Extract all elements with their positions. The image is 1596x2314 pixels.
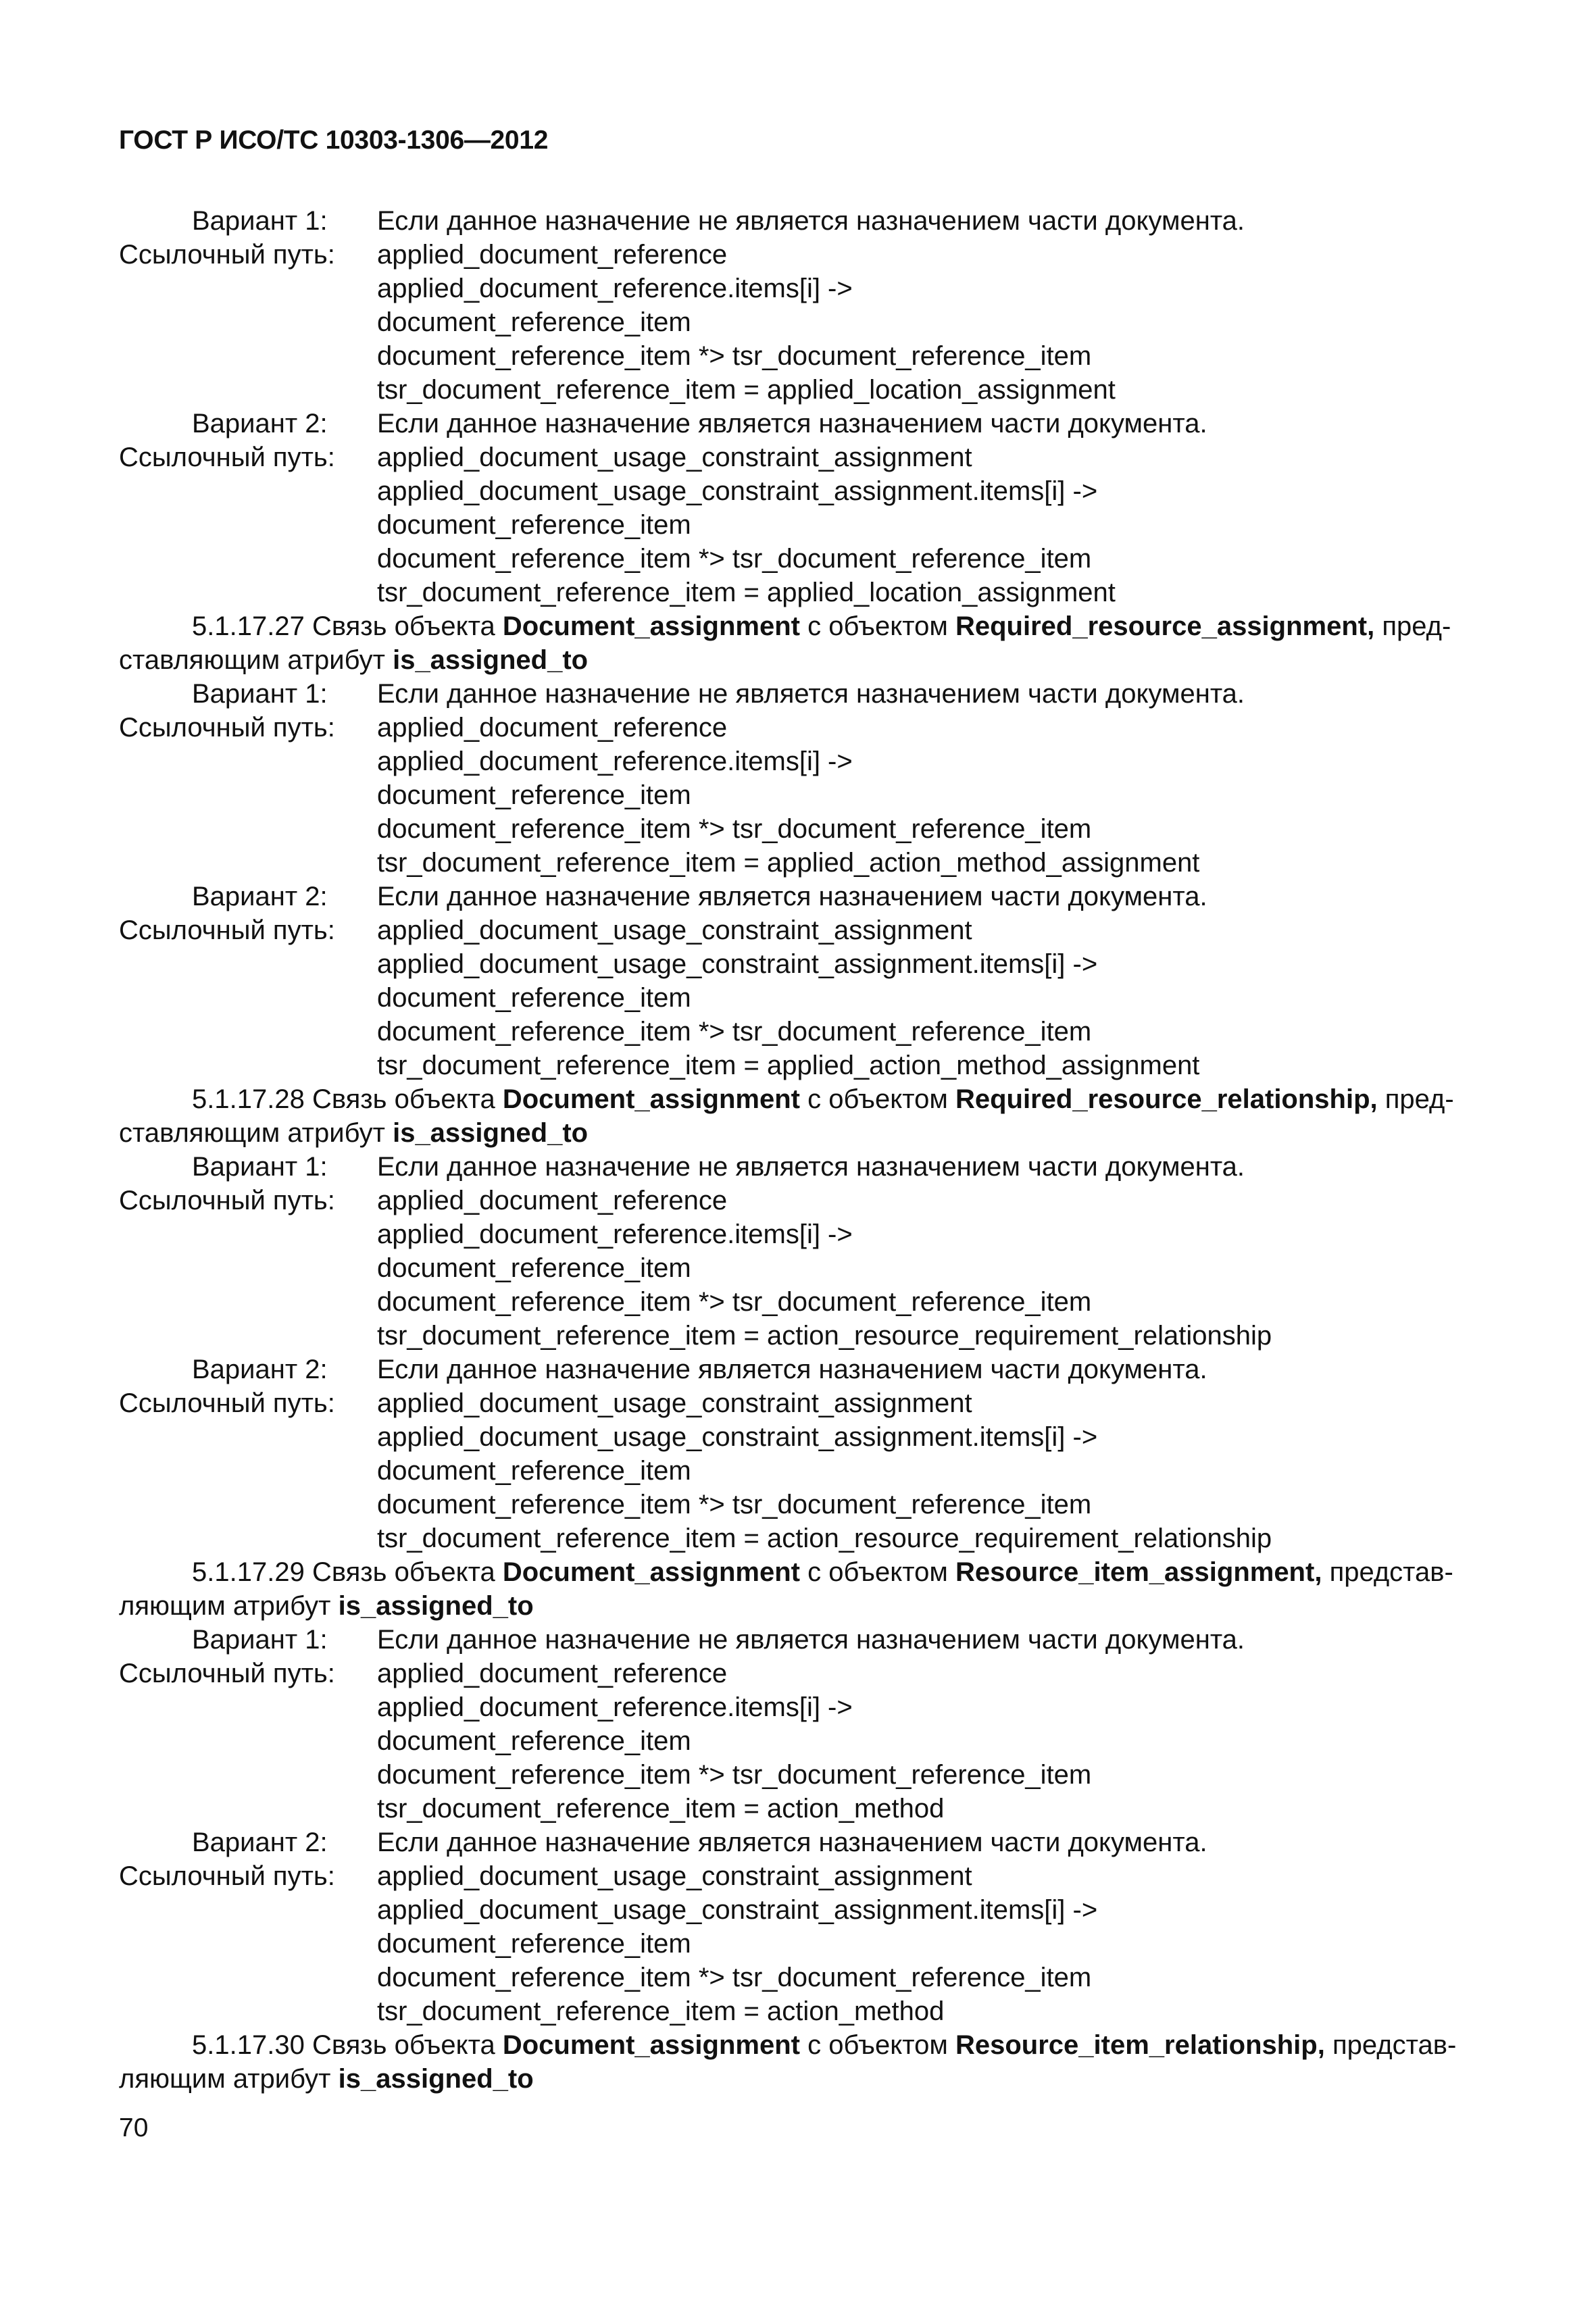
row-value: applied_document_reference: [377, 713, 728, 743]
path-continuation-row: [119, 778, 1484, 812]
row-label-empty: [119, 272, 377, 305]
document-body: [119, 204, 1484, 2096]
section-text: с объектом: [807, 611, 948, 641]
reference-path-row: [119, 238, 1484, 272]
section-text: с объектом: [807, 1557, 948, 1587]
row-value: Если данное назначение не является назначением части документа.: [377, 206, 1245, 236]
section-number: 5.1.17.30: [192, 2030, 305, 2060]
row-value: tsr_document_reference_item = applied_action_method_assignment: [377, 848, 1200, 878]
document-header: ГОСТ Р ИСО/ТС 10303-1306—2012: [119, 126, 549, 155]
row-label: Ссылочный путь:: [119, 240, 335, 270]
row-value: Если данное назначение является назначением части документа.: [377, 1828, 1207, 1857]
section-text: с объектом: [807, 2030, 948, 2060]
row-value: document_reference_item: [377, 307, 691, 337]
row-value: document_reference_item *> tsr_document_reference_item: [377, 1490, 1092, 1519]
row-label-empty: [119, 508, 377, 542]
row-label-empty: [119, 1015, 377, 1049]
path-continuation-row: [119, 305, 1484, 339]
row-label-empty: [119, 1690, 377, 1724]
path-continuation-row: [119, 576, 1484, 609]
row-value: Если данное назначение является назначением части документа.: [377, 409, 1207, 438]
path-continuation-row: [119, 1217, 1484, 1251]
row-label-empty: [119, 1758, 377, 1792]
section-number: 5.1.17.29: [192, 1557, 305, 1587]
row-value: applied_document_usage_constraint_assignment: [377, 443, 972, 472]
reference-path-row: [119, 1657, 1484, 1690]
path-continuation-row: [119, 1488, 1484, 1521]
row-value: applied_document_usage_constraint_assignment.items[i] ->: [377, 1895, 1098, 1925]
path-continuation-row: [119, 474, 1484, 508]
row-value: tsr_document_reference_item = action_resource_requirement_relationship: [377, 1321, 1272, 1351]
row-value: applied_document_reference: [377, 1186, 728, 1215]
path-continuation-row: [119, 1893, 1484, 1927]
row-label-empty: [119, 576, 377, 609]
row-label-empty: [119, 1488, 377, 1521]
row-label-empty: [119, 1961, 377, 1994]
section-heading: [119, 2028, 1484, 2062]
row-label-empty: [119, 981, 377, 1015]
path-continuation-row: [119, 981, 1484, 1015]
path-continuation-row: [119, 1251, 1484, 1285]
row-value: applied_document_usage_constraint_assignment: [377, 1861, 972, 1891]
row-label-empty: [119, 1521, 377, 1555]
row-label-empty: [119, 1251, 377, 1285]
section-text: Связь объекта: [311, 611, 495, 641]
row-label: Вариант 2:: [192, 882, 328, 911]
row-value: document_reference_item *> tsr_document_reference_item: [377, 1017, 1092, 1047]
section-number: 5.1.17.28: [192, 1084, 305, 1114]
reference-path-row: [119, 1859, 1484, 1893]
entity-name: Document_assignment: [502, 1557, 800, 1587]
row-value: document_reference_item *> tsr_document_reference_item: [377, 544, 1092, 574]
row-value: Если данное назначение является назначением части документа.: [377, 1355, 1207, 1384]
row-value: tsr_document_reference_item = action_resource_requirement_relationship: [377, 1524, 1272, 1553]
row-value: applied_document_reference.items[i] ->: [377, 274, 853, 303]
row-label: Ссылочный путь:: [119, 1659, 335, 1688]
page-number: 70: [119, 2113, 149, 2142]
path-continuation-row: [119, 1285, 1484, 1319]
row-value: applied_document_reference.items[i] ->: [377, 1692, 853, 1722]
row-label-empty: [119, 305, 377, 339]
row-label-empty: [119, 1319, 377, 1353]
row-value: tsr_document_reference_item = action_method: [377, 1996, 945, 2026]
path-continuation-row: [119, 1015, 1484, 1049]
path-continuation-row: [119, 1724, 1484, 1758]
section-heading-continuation: [119, 643, 1484, 677]
row-value: applied_document_usage_constraint_assignment: [377, 915, 972, 945]
row-label-empty: [119, 947, 377, 981]
path-continuation-row: [119, 542, 1484, 576]
row-label: Ссылочный путь:: [119, 1861, 335, 1891]
row-label: Ссылочный путь:: [119, 1186, 335, 1215]
section-text: Связь объекта: [311, 1557, 495, 1587]
entity-name: Resource_item_relationship,: [955, 2030, 1325, 2060]
reference-path-row: [119, 1386, 1484, 1420]
row-label-empty: [119, 1049, 377, 1082]
row-value: Если данное назначение не является назначением части документа.: [377, 1625, 1245, 1655]
section-text: Связь объекта: [311, 1084, 495, 1114]
path-continuation-row: [119, 1454, 1484, 1488]
row-value: document_reference_item: [377, 1456, 691, 1486]
path-continuation-row: [119, 339, 1484, 373]
section-heading-continuation: [119, 1589, 1484, 1623]
row-label-empty: [119, 846, 377, 880]
row-label-empty: [119, 1927, 377, 1961]
row-value: document_reference_item: [377, 1929, 691, 1959]
row-label: Ссылочный путь:: [119, 713, 335, 743]
row-label-empty: [119, 1454, 377, 1488]
row-label-empty: [119, 778, 377, 812]
section-text: пред-: [1382, 611, 1451, 641]
row-value: document_reference_item: [377, 1253, 691, 1283]
row-value: tsr_document_reference_item = applied_action_method_assignment: [377, 1051, 1200, 1080]
row-label: Вариант 1:: [192, 1152, 328, 1182]
row-value: Если данное назначение не является назначением части документа.: [377, 679, 1245, 709]
path-continuation-row: [119, 1420, 1484, 1454]
entity-name: Required_resource_assignment,: [955, 611, 1375, 641]
variant-2-row: [119, 1353, 1484, 1386]
path-continuation-row: [119, 1690, 1484, 1724]
row-value: applied_document_usage_constraint_assignment.items[i] ->: [377, 476, 1098, 506]
path-continuation-row: [119, 846, 1484, 880]
section-text: ставляющим атрибут: [119, 1118, 385, 1148]
section-heading: [119, 1082, 1484, 1116]
section-text: ляющим атрибут: [119, 2064, 331, 2094]
row-label-empty: [119, 1792, 377, 1826]
section-text: с объектом: [807, 1084, 948, 1114]
attribute-name: is_assigned_to: [393, 645, 589, 675]
path-continuation-row: [119, 1927, 1484, 1961]
variant-1-row: [119, 1150, 1484, 1184]
path-continuation-row: [119, 1049, 1484, 1082]
entity-name: Document_assignment: [502, 1084, 800, 1114]
row-label: Вариант 1:: [192, 206, 328, 236]
reference-path-row: [119, 711, 1484, 745]
section-text: Связь объекта: [311, 2030, 495, 2060]
section-text: пред-: [1385, 1084, 1454, 1114]
path-continuation-row: [119, 508, 1484, 542]
row-value: document_reference_item *> tsr_document_reference_item: [377, 1760, 1092, 1790]
entity-name: Document_assignment: [502, 2030, 800, 2060]
row-label: Вариант 2:: [192, 1828, 328, 1857]
row-label-empty: [119, 1285, 377, 1319]
entity-name: Resource_item_assignment,: [955, 1557, 1322, 1587]
row-value: document_reference_item *> tsr_document_reference_item: [377, 1287, 1092, 1317]
row-label-empty: [119, 339, 377, 373]
section-number: 5.1.17.27: [192, 611, 305, 641]
row-value: applied_document_reference.items[i] ->: [377, 1219, 853, 1249]
path-continuation-row: [119, 1521, 1484, 1555]
path-continuation-row: [119, 1994, 1484, 2028]
section-heading-continuation: [119, 2062, 1484, 2096]
reference-path-row: [119, 441, 1484, 474]
row-label: Ссылочный путь:: [119, 443, 335, 472]
row-label: Ссылочный путь:: [119, 915, 335, 945]
variant-1-row: [119, 1623, 1484, 1657]
row-label: Ссылочный путь:: [119, 1388, 335, 1418]
row-label-empty: [119, 745, 377, 778]
reference-path-row: [119, 1184, 1484, 1217]
path-continuation-row: [119, 947, 1484, 981]
section-text: ставляющим атрибут: [119, 645, 385, 675]
row-label: Вариант 1:: [192, 679, 328, 709]
row-value: document_reference_item: [377, 983, 691, 1013]
entity-name: Document_assignment: [502, 611, 800, 641]
variant-1-row: [119, 677, 1484, 711]
section-heading: [119, 1555, 1484, 1589]
row-label-empty: [119, 812, 377, 846]
row-label-empty: [119, 1994, 377, 2028]
path-continuation-row: [119, 272, 1484, 305]
row-value: applied_document_usage_constraint_assignment.items[i] ->: [377, 949, 1098, 979]
row-value: tsr_document_reference_item = action_method: [377, 1794, 945, 1823]
path-continuation-row: [119, 745, 1484, 778]
section-text: ляющим атрибут: [119, 1591, 331, 1621]
variant-2-row: [119, 1826, 1484, 1859]
row-label: Вариант 1:: [192, 1625, 328, 1655]
section-text: представ-: [1332, 2030, 1457, 2060]
variant-2-row: [119, 407, 1484, 441]
row-value: tsr_document_reference_item = applied_location_assignment: [377, 375, 1116, 405]
path-continuation-row: [119, 1792, 1484, 1826]
row-value: applied_document_usage_constraint_assignment: [377, 1388, 972, 1418]
section-heading-continuation: [119, 1116, 1484, 1150]
variant-2-row: [119, 880, 1484, 913]
entity-name: Required_resource_relationship,: [955, 1084, 1378, 1114]
row-label-empty: [119, 1893, 377, 1927]
section-heading: [119, 609, 1484, 643]
attribute-name: is_assigned_to: [393, 1118, 589, 1148]
row-value: document_reference_item: [377, 780, 691, 810]
row-value: Если данное назначение является назначением части документа.: [377, 882, 1207, 911]
row-label-empty: [119, 474, 377, 508]
row-value: applied_document_reference.items[i] ->: [377, 747, 853, 776]
row-value: document_reference_item: [377, 510, 691, 540]
variant-1-row: [119, 204, 1484, 238]
reference-path-row: [119, 913, 1484, 947]
section-text: представ-: [1329, 1557, 1453, 1587]
path-continuation-row: [119, 1961, 1484, 1994]
attribute-name: is_assigned_to: [338, 2064, 534, 2094]
row-value: applied_document_reference: [377, 1659, 728, 1688]
attribute-name: is_assigned_to: [338, 1591, 534, 1621]
row-value: applied_document_reference: [377, 240, 728, 270]
row-label-empty: [119, 1724, 377, 1758]
path-continuation-row: [119, 1319, 1484, 1353]
path-continuation-row: [119, 373, 1484, 407]
path-continuation-row: [119, 812, 1484, 846]
row-label-empty: [119, 373, 377, 407]
row-label: Вариант 2:: [192, 1355, 328, 1384]
row-label-empty: [119, 1217, 377, 1251]
row-label: Вариант 2:: [192, 409, 328, 438]
row-value: document_reference_item *> tsr_document_reference_item: [377, 814, 1092, 844]
row-label-empty: [119, 1420, 377, 1454]
row-value: document_reference_item: [377, 1726, 691, 1756]
row-value: document_reference_item *> tsr_document_reference_item: [377, 1963, 1092, 1992]
row-value: tsr_document_reference_item = applied_location_assignment: [377, 578, 1116, 607]
path-continuation-row: [119, 1758, 1484, 1792]
row-value: applied_document_usage_constraint_assignment.items[i] ->: [377, 1422, 1098, 1452]
row-value: Если данное назначение не является назначением части документа.: [377, 1152, 1245, 1182]
row-value: document_reference_item *> tsr_document_reference_item: [377, 341, 1092, 371]
row-label-empty: [119, 542, 377, 576]
